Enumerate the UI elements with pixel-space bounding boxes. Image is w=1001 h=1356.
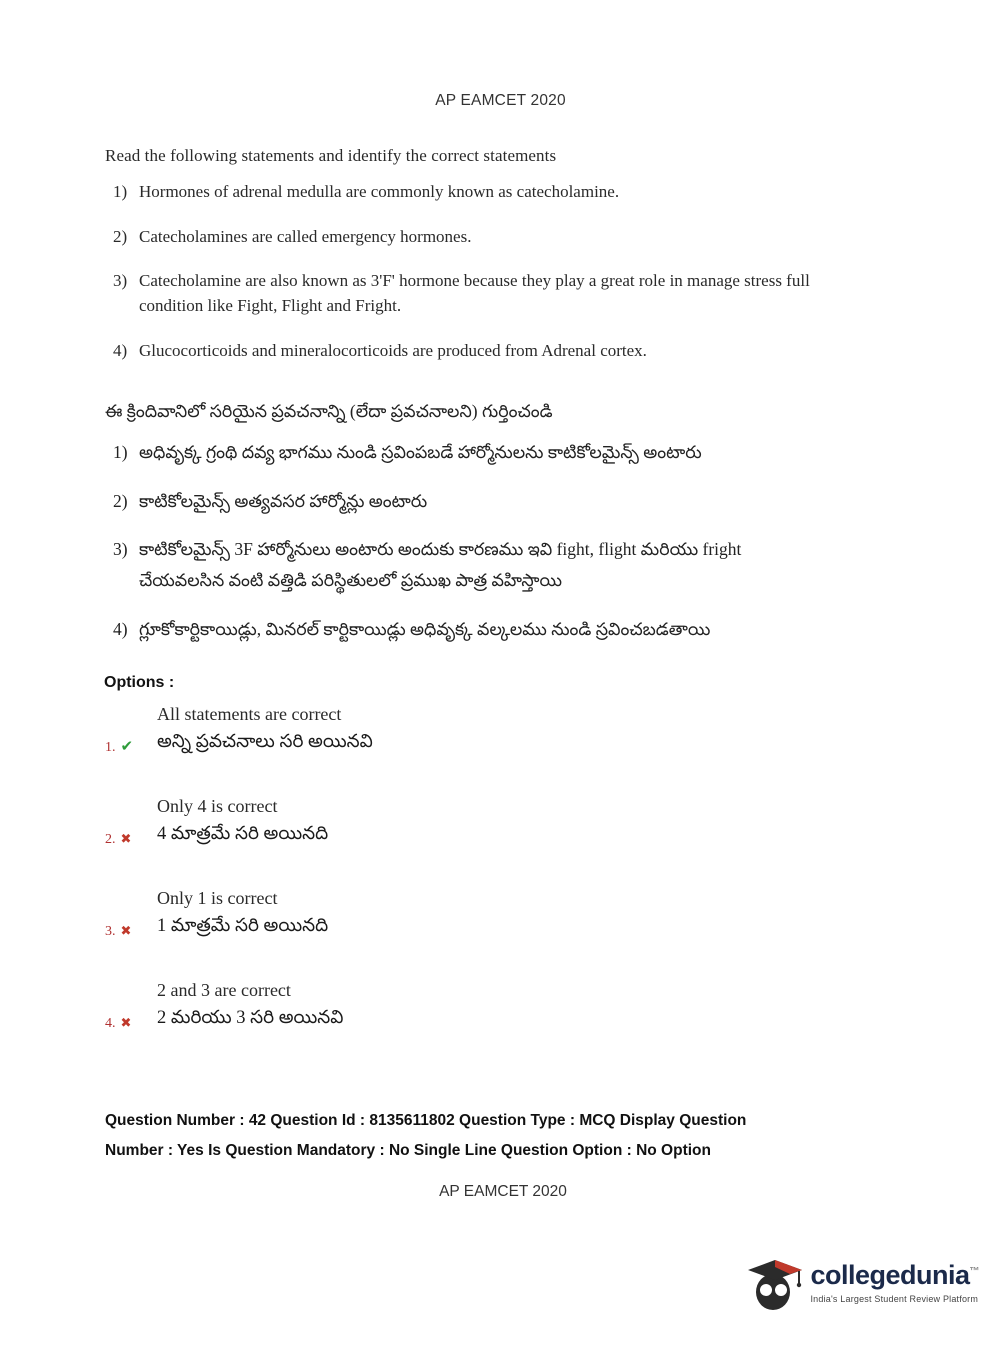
question-content (0, 146, 1001, 1201)
logo-text (810, 1262, 979, 1304)
question-intro-telugu: ఈ క్రిందివానిలో సరియైన ప్రవచనాన్ని (లేదా ప్రవచనాలని) గుర్తించండి (105, 401, 553, 422)
statement-row (105, 225, 901, 250)
logo-trademark: ™ (969, 1266, 979, 1277)
option-index: 1. (105, 740, 116, 756)
option-text-english: Only 4 is correct (157, 796, 278, 817)
statement-row-telugu (105, 437, 901, 468)
statement-number: 4) (113, 340, 128, 360)
option-text-telugu: అన్ని ప్రవచనాలు సరి అయినవి (157, 732, 373, 753)
logo-name (810, 1262, 979, 1289)
option-body (153, 980, 901, 1032)
logo-wordmark: collegedunia (810, 1260, 970, 1290)
statement-row-telugu (105, 534, 901, 595)
statement-text: కాటికోలమైన్స్ అత్యవసర హార్మోన్లు అంటారు (139, 490, 428, 511)
cross-icon: ✖ (120, 923, 132, 939)
option-item[interactable] (105, 704, 901, 760)
question-intro-english: Read the following statements and identify the correct statements (105, 146, 557, 165)
statement-row-telugu (105, 614, 901, 645)
statement-text: Catecholamine are also known as 3'F' hormone because they play a great role in manage stress full condition like Fight, Flight and Fright. (139, 271, 810, 315)
statement-text: Glucocorticoids and mineralocorticoids are produced from Adrenal cortex. (139, 340, 647, 360)
option-marker (105, 704, 153, 756)
option-text-english: Only 1 is correct (157, 888, 278, 909)
option-marker (105, 888, 153, 940)
option-text-english: All statements are correct (157, 704, 342, 725)
option-item[interactable] (105, 980, 901, 1036)
statement-number: 4) (113, 618, 128, 639)
option-text-telugu: 4 మాత్రమే సరి అయినది (157, 824, 329, 845)
statement-row (105, 339, 901, 364)
metadata-line-2: Number : Yes Is Question Mandatory : No Single Line Question Option : No Option (105, 1141, 711, 1159)
cross-icon: ✖ (120, 831, 132, 847)
option-item[interactable] (105, 796, 901, 852)
telugu-section (105, 397, 901, 644)
statement-number: 3) (113, 539, 128, 560)
statement-row-telugu (105, 486, 901, 517)
statement-text: అధివృక్క గ్రంథి దవ్య భాగము నుండి స్రవింపబడే హార్మోనులను కాటికోలమైన్స్ అంటారు (139, 442, 702, 463)
option-body (153, 796, 901, 848)
statements-list-english (105, 180, 901, 363)
options-label: Options : (104, 674, 175, 692)
collegedunia-logo (742, 1252, 979, 1314)
statement-text: గ్లూకోకార్టికాయిడ్లు, మినరల్ కార్టికాయిడ్లు అధివృక్క వల్కలము నుండి స్రవించబడతాయి (139, 618, 711, 639)
option-text-telugu: 2 మరియు 3 సరి అయినవి (157, 1008, 344, 1029)
statement-number: 2) (113, 490, 128, 511)
cross-icon: ✖ (120, 1015, 132, 1031)
statement-number: 3) (113, 271, 128, 291)
statement-text: కాటికోలమైన్స్ 3F హార్మోనులు అంటారు అందుకు కారణము ఇవి fight, flight మరియు fright చేయవలసిన వంటి వత్తిడి పరిస్థితులలో ప్రముఖ పాత్ర వహిస్తాయి (139, 539, 742, 591)
statement-number: 2) (113, 226, 128, 246)
option-index: 4. (105, 1016, 116, 1032)
options-list (105, 704, 901, 1036)
option-index: 2. (105, 832, 116, 848)
tick-icon: ✔ (120, 739, 134, 756)
logo-tagline: India's Largest Student Review Platform (810, 1294, 979, 1304)
option-body (153, 704, 901, 756)
option-body (153, 888, 901, 940)
statement-row (105, 180, 901, 205)
statement-number: 1) (113, 442, 128, 463)
option-marker (105, 796, 153, 848)
option-text-english: 2 and 3 are correct (157, 980, 291, 1001)
page-footer-title: AP EAMCET 2020 (439, 1183, 567, 1201)
statement-row (105, 269, 901, 318)
statement-number: 1) (113, 182, 128, 201)
option-marker (105, 980, 153, 1032)
option-item[interactable] (105, 888, 901, 944)
metadata-line-1: Question Number : 42 Question Id : 8135611802 Question Type : MCQ Display Question (105, 1112, 747, 1130)
graduate-icon (742, 1252, 804, 1314)
statement-text: Catecholamines are called emergency hormones. (139, 226, 472, 246)
option-text-telugu: 1 మాత్రమే సరి అయినది (157, 916, 329, 937)
statement-text: Hormones of adrenal medulla are commonly known as catecholamine. (139, 182, 620, 201)
question-metadata (105, 1106, 901, 1165)
option-index: 3. (105, 924, 116, 940)
page-header-title: AP EAMCET 2020 (435, 92, 566, 109)
